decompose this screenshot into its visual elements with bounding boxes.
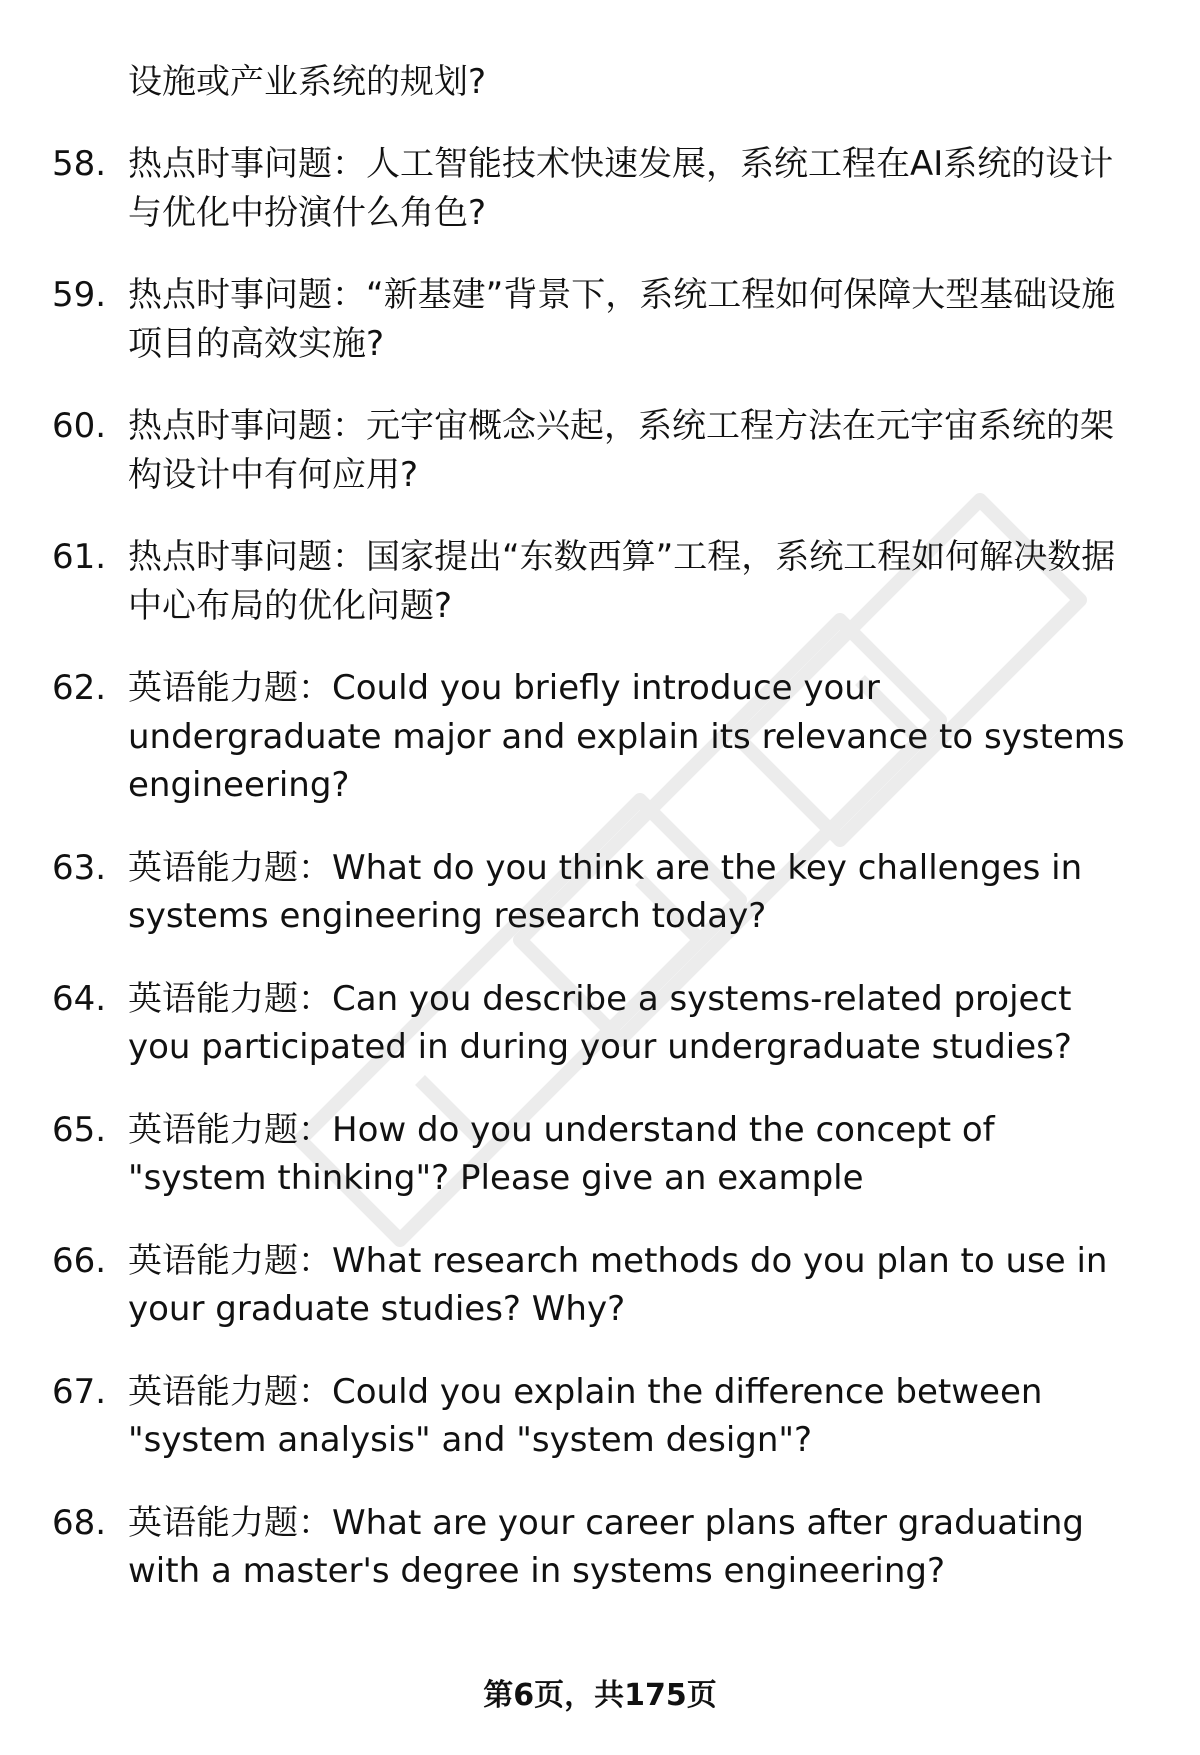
question-text: 热点时事问题：国家提出“东数西算”工程，系统工程如何解决数据中心布局的优化问题? (128, 537, 1116, 626)
question-item (0, 1237, 1200, 1334)
question-number: 61. (52, 537, 107, 577)
question-item (0, 975, 1200, 1072)
question-text: 热点时事问题：元宇宙概念兴起，系统工程方法在元宇宙系统的架构设计中有何应用? (128, 406, 1114, 495)
question-number: 67. (52, 1371, 107, 1412)
question-text: 英语能力题：What do you think are the key challenges in systems engineering research today? (128, 847, 1083, 936)
question-number: 66. (52, 1240, 107, 1281)
question-item (0, 402, 1200, 499)
question-number: 68. (52, 1502, 107, 1543)
question-text: 热点时事问题：“新基建”背景下，系统工程如何保障大型基础设施项目的高效实施? (128, 275, 1116, 364)
question-text: 英语能力题：Can you describe a systems-related project you participated in during your undergraduate studies? (128, 978, 1072, 1067)
question-item (0, 1368, 1200, 1465)
question-item (0, 271, 1200, 368)
question-text: 英语能力题：Could you explain the difference between "system analysis" and "system design"? (128, 1371, 1043, 1460)
question-text: 热点时事问题：人工智能技术快速发展，系统工程在AI系统的设计与优化中扮演什么角色? (128, 144, 1114, 233)
question-item (0, 1106, 1200, 1203)
question-number: 60. (52, 406, 107, 446)
question-item (0, 140, 1200, 237)
question-text: 英语能力题：Could you briefly introduce your undergraduate major and explain its relevance to systems engineering? (128, 668, 1125, 805)
question-number: 59. (52, 275, 107, 315)
continuation-text: 设施或产业系统的规划? (128, 62, 487, 102)
question-item (0, 533, 1200, 630)
question-text: 英语能力题：What research methods do you plan to use in your graduate studies? Why? (128, 1240, 1108, 1329)
question-number: 62. (52, 668, 107, 708)
question-number: 64. (52, 978, 107, 1019)
question-item (0, 844, 1200, 941)
question-text: 英语能力题：How do you understand the concept of "system thinking"? Please give an example (128, 1109, 995, 1198)
page-footer: 第6页，共175页 (483, 1678, 717, 1713)
question-list (0, 140, 1200, 1630)
question-item (0, 664, 1200, 810)
question-number: 58. (52, 144, 107, 184)
question-text: 英语能力题：What are your career plans after graduating with a master's degree in systems engineering? (128, 1502, 1085, 1591)
question-number: 63. (52, 847, 107, 888)
question-number: 65. (52, 1109, 107, 1150)
question-item (0, 1499, 1200, 1596)
